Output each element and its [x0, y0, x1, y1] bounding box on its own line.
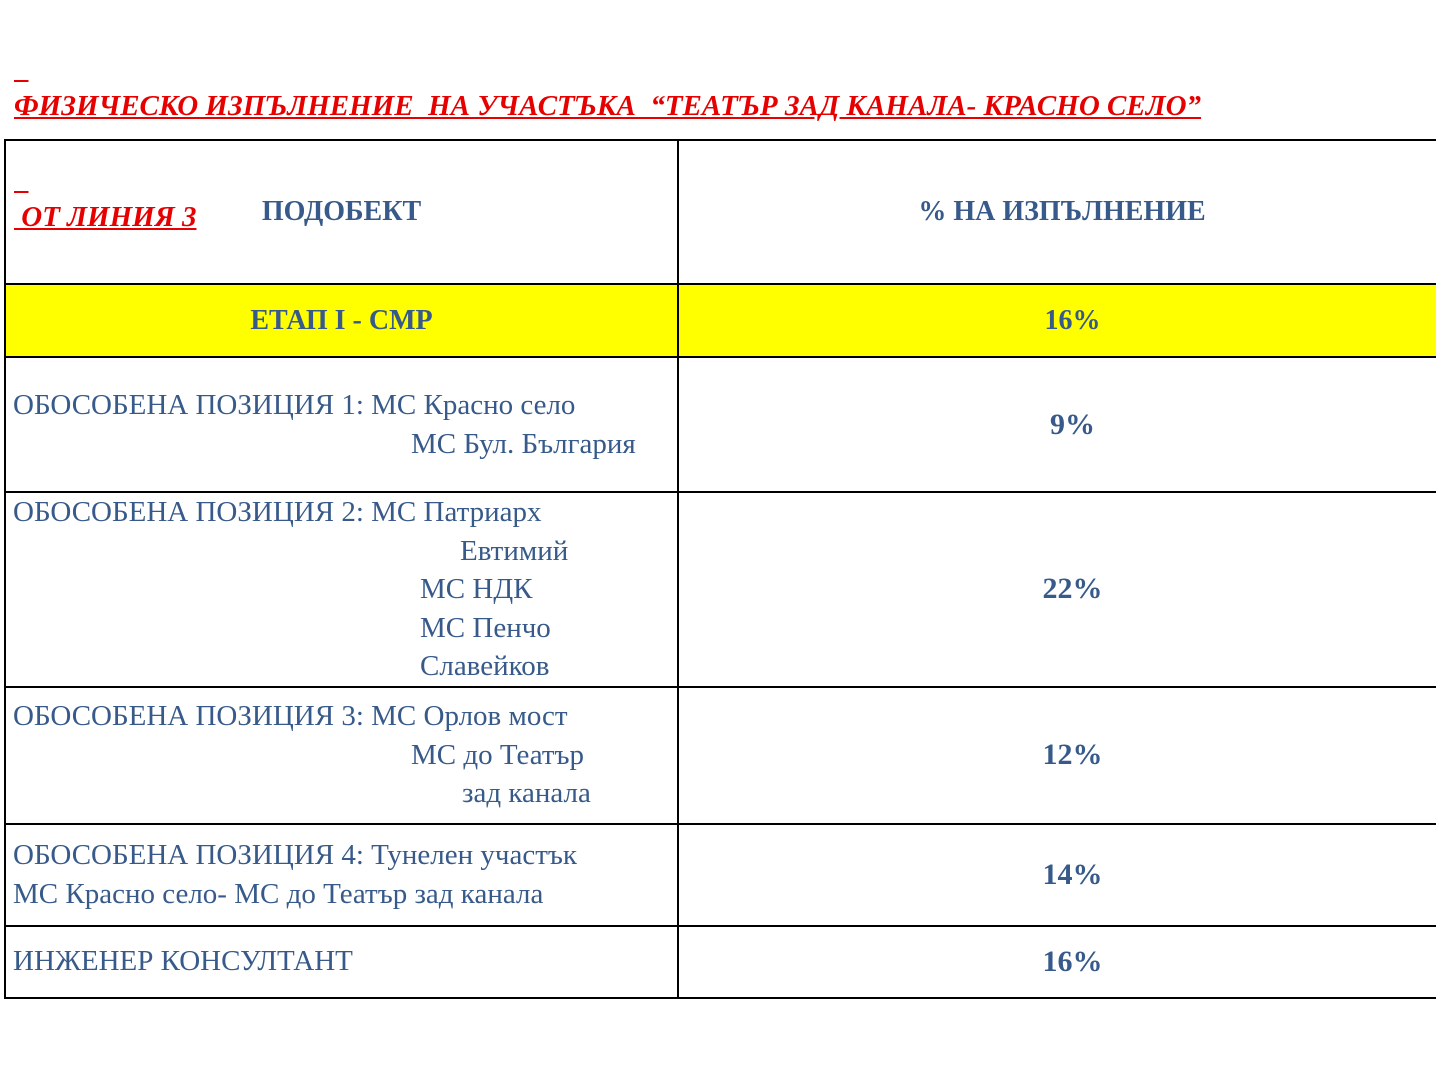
row-percent: 22%: [678, 492, 1436, 687]
table-row: [5, 687, 1436, 824]
row-percent: 12%: [678, 687, 1436, 824]
header-percent: [678, 140, 1436, 284]
row-line: ИНЖЕНЕР КОНСУЛТАНТ: [13, 945, 353, 978]
row-line: МС до Театър: [411, 738, 585, 771]
stage-percent: 16%: [678, 284, 1436, 357]
title-line-2: ОТ ЛИНИЯ 3: [14, 201, 197, 233]
row-percent: 9%: [678, 357, 1436, 492]
header-percent-label: % НА ИЗПЪЛНЕНИЕ: [918, 196, 1206, 227]
row-percent: 16%: [678, 926, 1436, 998]
row-line: МС Бул. България: [411, 427, 636, 460]
progress-table: [4, 139, 1436, 999]
row-description: [5, 824, 678, 926]
row-line: МС Пенчо: [420, 611, 551, 644]
row-line: МС Красно село- МС до Театър зад канала: [13, 877, 544, 910]
stage-row: [5, 284, 1436, 357]
title-line-1: ФИЗИЧЕСКО ИЗПЪЛНЕНИЕ НА УЧАСТЪКА “ТЕАТЪР ЗАД КАНАЛА- КРАСНО СЕЛО”: [14, 90, 1202, 122]
row-line: ОБОСОБЕНА ПОЗИЦИЯ 2: МС Патриарх: [13, 496, 542, 528]
table-row: [5, 824, 1436, 926]
table-row: [5, 357, 1436, 492]
row-line: ОБОСОБЕНА ПОЗИЦИЯ 3: МС Орлов мост: [13, 700, 568, 733]
row-description: [5, 492, 678, 687]
row-description: [5, 926, 678, 998]
row-line: ОБОСОБЕНА ПОЗИЦИЯ 4: Тунелен участък: [13, 839, 577, 871]
row-line: зад канала: [462, 777, 591, 810]
row-line: Славейков: [420, 650, 550, 682]
row-line: ОБОСОБЕНА ПОЗИЦИЯ 1: МС Красно село: [13, 389, 576, 421]
row-description: [5, 687, 678, 824]
table-row: [5, 926, 1436, 998]
stage-label: ЕТАП I - СМР: [5, 284, 678, 357]
row-line: МС НДК: [420, 573, 533, 605]
row-description: [5, 357, 678, 492]
table-row: [5, 492, 1436, 687]
row-percent: 14%: [678, 824, 1436, 926]
table-header-row: [5, 140, 1436, 284]
row-line: Евтимий: [460, 534, 569, 567]
header-subobject: ПОДОБЕКТ: [5, 140, 678, 284]
